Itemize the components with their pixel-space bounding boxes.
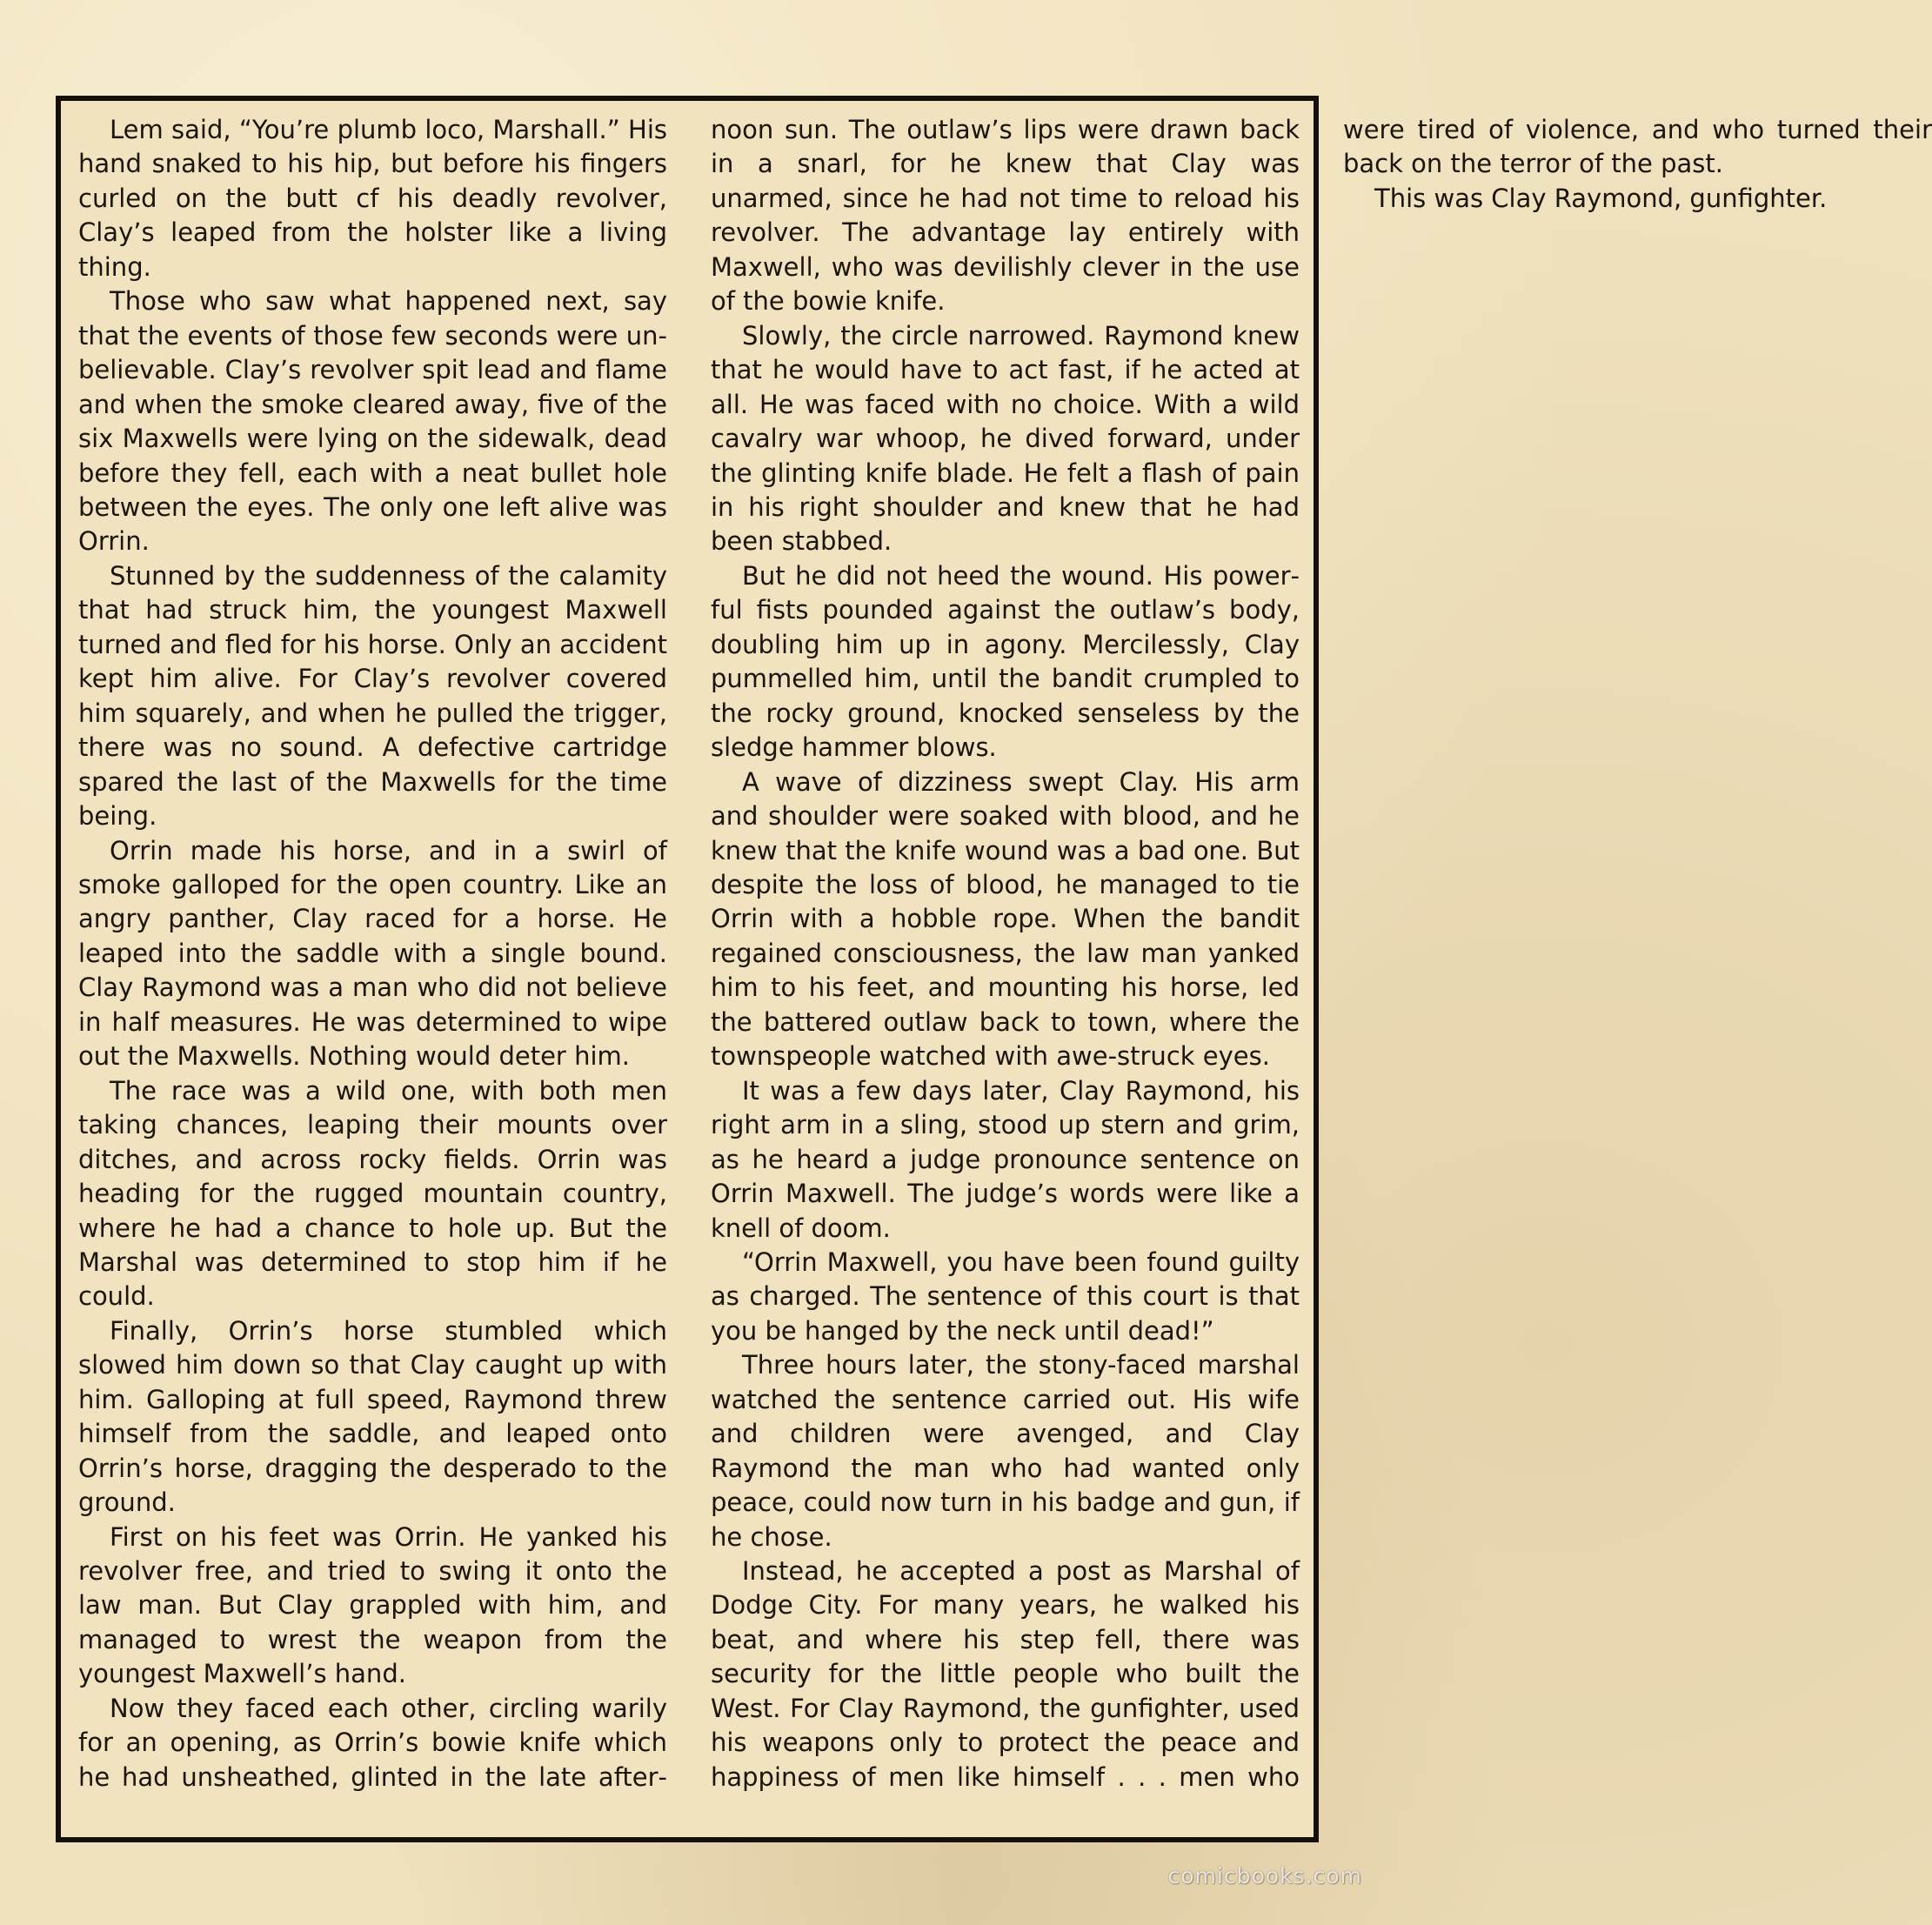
story-paragraph: Stunned by the suddenness of the calamity that had struck him, the youngest Maxwell turned and fled for his horse. Only an accident kept him alive. For Clay’s revolver covered him squarely, and when he pulled the trigger, there was no sound. A defective cartridge spared the last of the Maxwells for the time being. — [78, 560, 667, 832]
story-paragraph: But he did not heed the wound. His powerful fists pounded against the outlaw’s body, doubling him up in agony. Mercilessly, Clay pummelled him, until the bandit crumpled to the rocky ground, knocked senseless by the sledge hammer blows. — [711, 560, 1300, 763]
story-text-columns — [78, 113, 1932, 1828]
story-paragraph: Slowly, the circle narrowed. Raymond knew that he would have to act fast, if he acted at all. He was faced with no choice. With a wild cavalry war whoop, he dived forward, under the glinting knife blade. He felt a flash of pain in his right shoulder and knew that he had been stabbed. — [711, 320, 1300, 557]
story-paragraph: Those who saw what happened next, say that the events of those few seconds were unbelievable. Clay’s revolver spit lead and flame and when the smoke cleared away, five of the six Maxwells were lying on the sidewalk, dead before they fell, each with a neat bullet hole between the eyes. The only one left alive was Orrin. — [78, 286, 667, 557]
story-frame — [56, 96, 1932, 1842]
story-paragraph: Lem said, “You’re plumb loco, Marshall.” His hand snaked to his hip, but before his fingers curled on the butt cf his deadly revolver, Clay’s leaped from the holster like a living thing. — [78, 115, 667, 282]
story-paragraph: Three hours later, the stony-faced marshal watched the sentence carried out. His wife and children were avenged, and Clay Raymond the man who had wanted only peace, could now turn in his badge and gun, if he chose. — [711, 1350, 1300, 1552]
site-watermark: comicbooks.com — [1167, 1863, 1362, 1888]
story-paragraph: First on his feet was Orrin. He yanked his revolver free, and tried to swing it onto the law man. But Clay grappled with him, and managed to wrest the weapon from the youngest Maxwell’s hand. — [78, 1521, 667, 1689]
story-paragraph: The race was a wild one, with both men taking chances, leaping their mounts over ditches, and across rocky fields. Orrin was heading for the rugged mountain country, where he had a chance to hole up. But the Marshal was determined to stop him if he could. — [78, 1075, 667, 1312]
story-paragraph: “Orrin Maxwell, you have been found guilty as charged. The sentence of this court is that you be hanged by the neck until dead!” — [711, 1247, 1300, 1346]
story-paragraph: Orrin made his horse, and in a swirl of smoke galloped for the open country. Like an angry panther, Clay raced for a horse. He leaped into the saddle with a single bound. Clay Raymond was a man who did not believe in half measures. He was determined to wipe out the Maxwells. Nothing would deter him. — [78, 835, 667, 1072]
story-closing-line: This was Clay Raymond, gunfighter. — [1374, 183, 1828, 213]
story-paragraph: It was a few days later, Clay Raymond, his right arm in a sling, stood up stern and grim, as he heard a judge pronounce sentence on Orrin Maxwell. The judge’s words were like a knell of doom. — [711, 1075, 1300, 1243]
story-paragraph: Instead, he accepted a post as Marshal of Dodge City. For many years, he walked his beat, and where his step fell, there was security for the little people who built the West. For Clay Raymond, the gunfighter, used his weapons only to protect the peace and happiness of men like himself . . . men who were tired of violence, and who turned their back on the terror of the past. — [711, 115, 1932, 1792]
story-paragraph: Now they faced each other, circling warily for an opening, as Orrin’s bowie knife which he had unsheathed, glinted in the late afternoon sun. The outlaw’s lips were drawn back in a snarl, for he knew that Clay was unarmed, since he had not time to reload his revolver. The advantage lay entirely with Maxwell, who was devilishly clever in the use of the bowie knife. — [78, 115, 1300, 1792]
story-paragraph: Finally, Orrin’s horse stumbled which slowed him down so that Clay caught up with him. Galloping at full speed, Raymond threw himself from the saddle, and leaped onto Orrin’s horse, dragging the desperado to the ground. — [78, 1315, 667, 1518]
story-paragraph: A wave of dizziness swept Clay. His arm and shoulder were soaked with blood, and he knew that the knife wound was a bad one. But despite the loss of blood, he managed to tie Orrin with a hobble rope. When the bandit regained consciousness, the law man yanked him to his feet, and mounting his horse, led the battered outlaw back to town, where the townspeople watched with awe-struck eyes. — [711, 766, 1300, 1072]
